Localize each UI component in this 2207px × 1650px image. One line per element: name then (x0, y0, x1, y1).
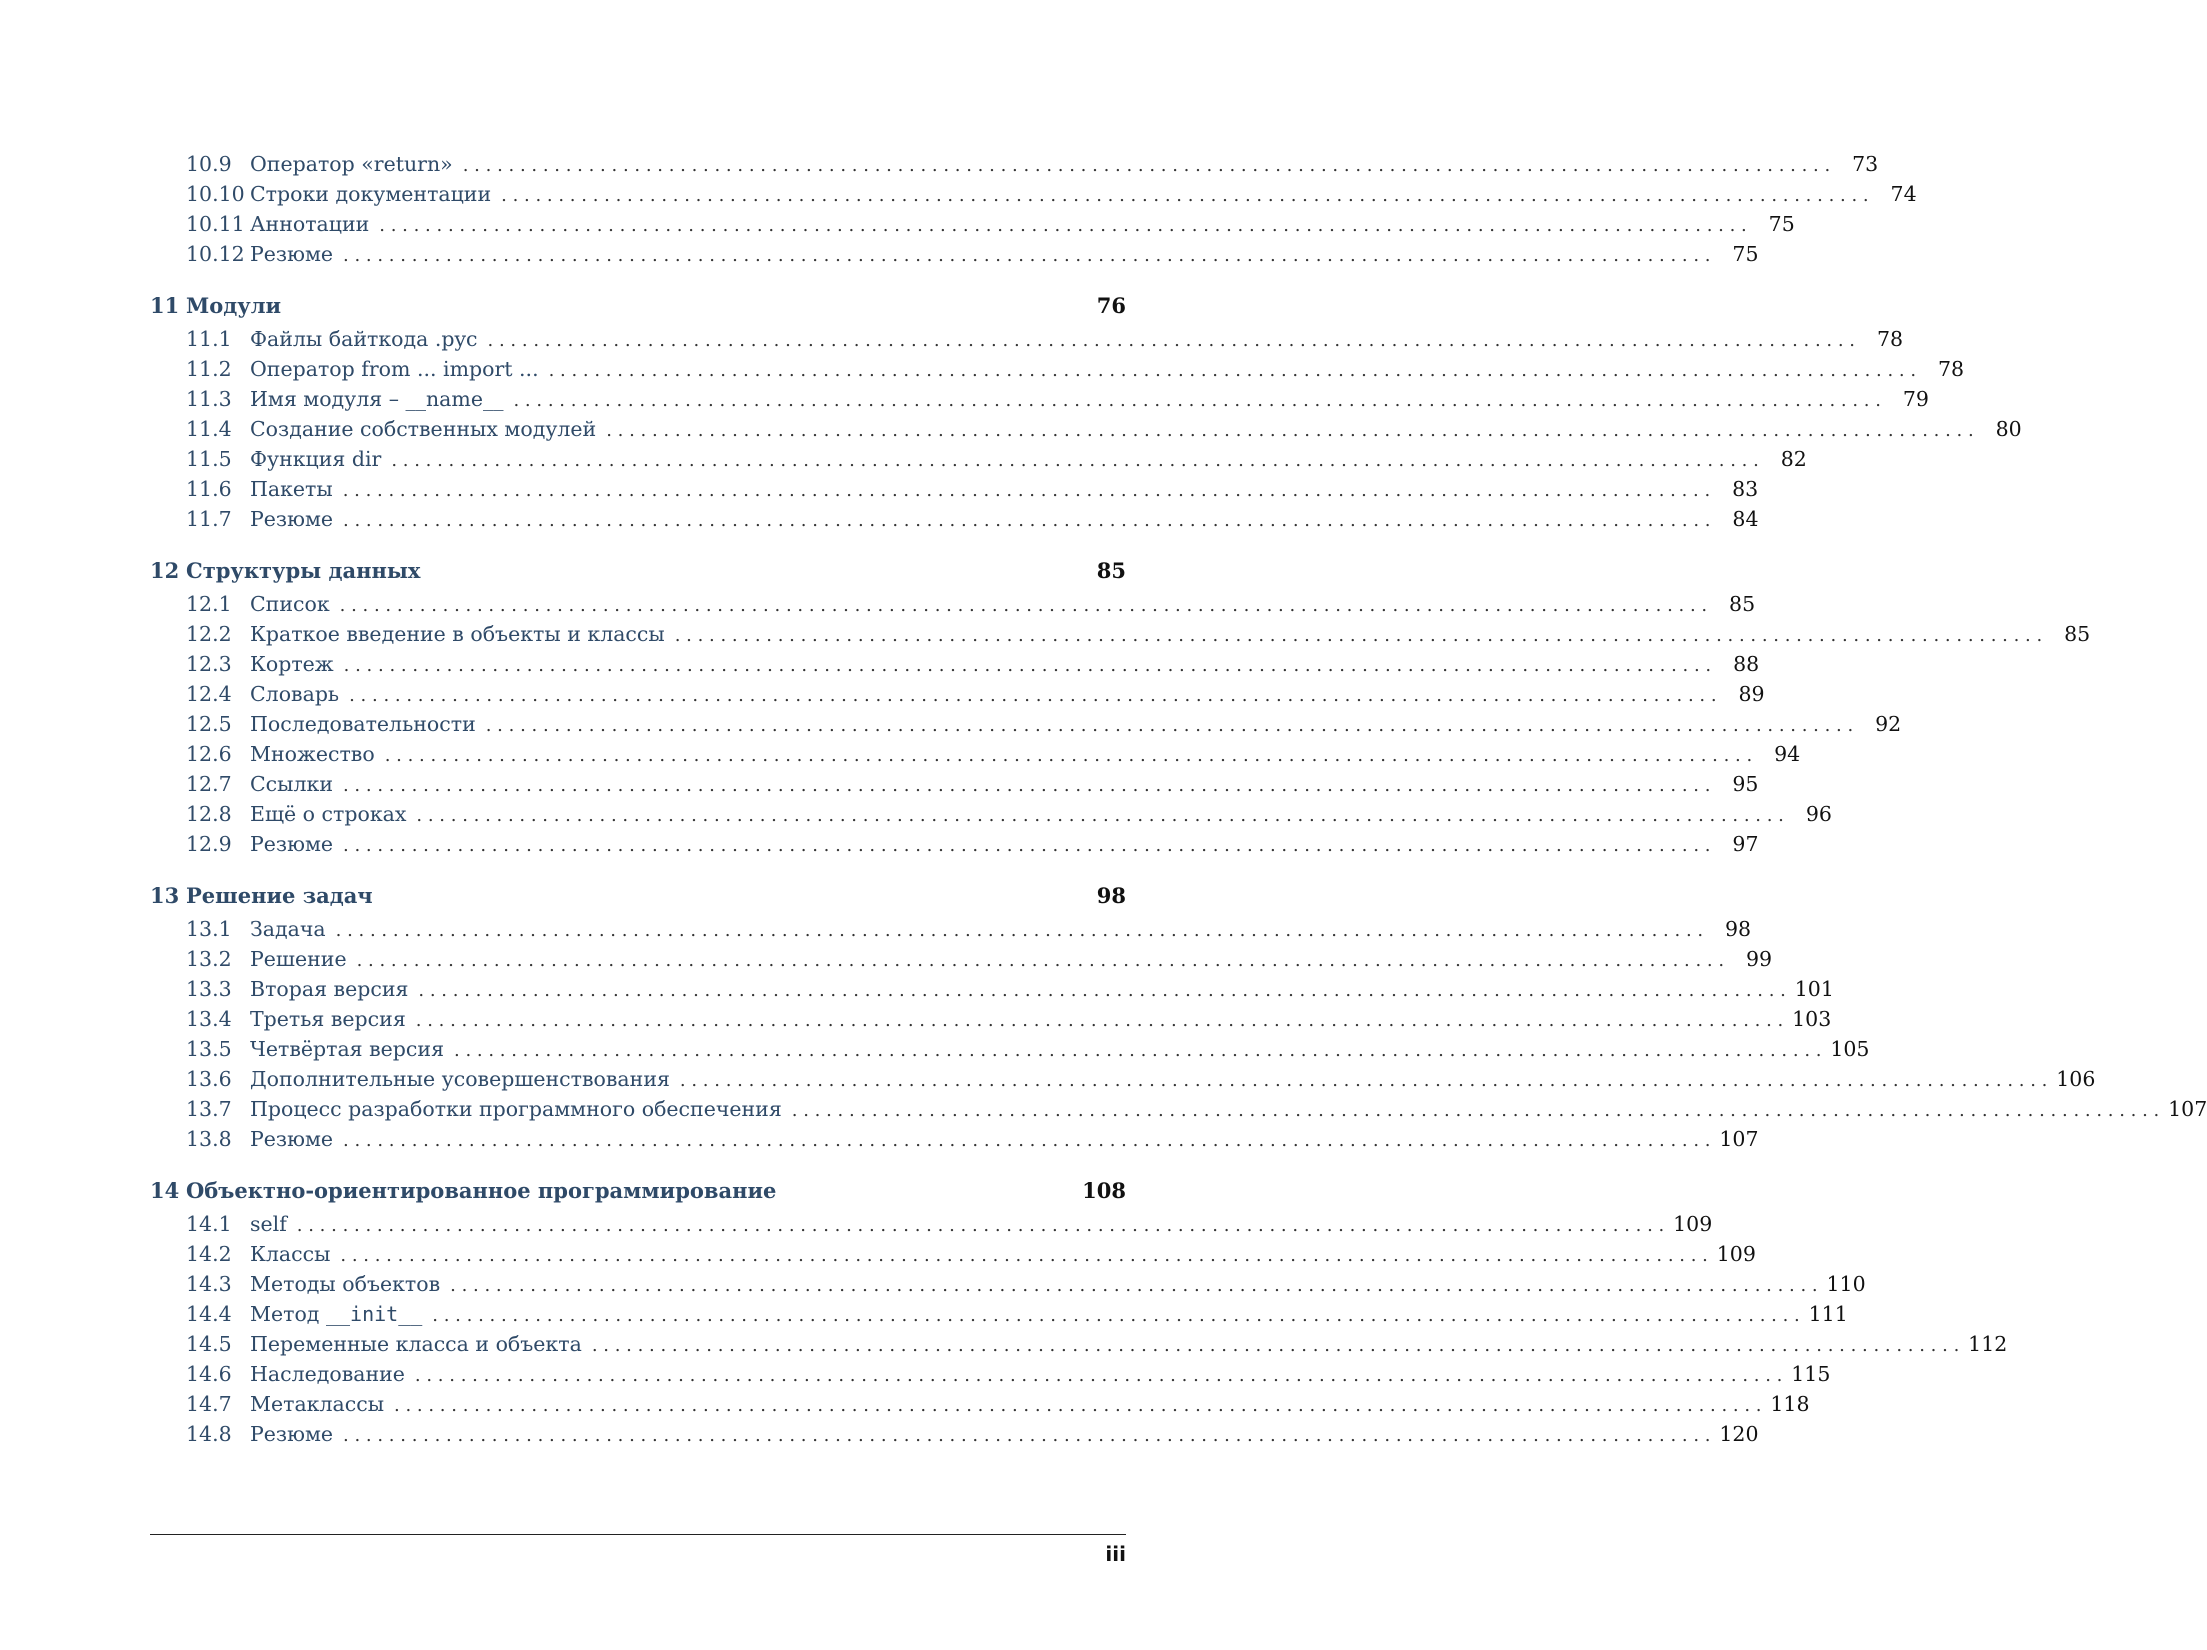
page-number: iii (1105, 1542, 1126, 1566)
toc-page-number: 118 (1770, 1392, 1810, 1416)
toc-title: Ещё о строках (250, 802, 407, 826)
toc-section[interactable] (150, 1127, 1759, 1157)
toc-number: 14.8 (186, 1422, 232, 1446)
dot-leader: . . . . . . . . . . . . . . . . . . . . . . . . . . . . . . . . . . . . . . . . . . . . . . . . . . . . . . . . . . . . . . . . . . . . . . . . . . . . . . . . . . . . . . . . . . . . . . . . . . . . . . . . . . . . . . . . . . . . . . . . (791, 1100, 2160, 1121)
toc-section[interactable] (150, 1242, 1756, 1272)
toc-page-number: 105 (1830, 1037, 1870, 1061)
toc-page-number: 80 (1995, 417, 2022, 441)
toc-title: Оператор from ... import ... (250, 357, 539, 381)
toc-number: 13.6 (186, 1067, 232, 1091)
toc-page-number: 89 (1738, 682, 1765, 706)
toc-title: Модули (186, 293, 282, 318)
toc-number: 11.7 (186, 507, 232, 531)
toc-number: 13 (150, 883, 180, 908)
toc-page-number: 78 (1876, 327, 1904, 351)
toc-number: 10.12 (186, 242, 245, 266)
toc-page-number: 98 (1096, 883, 1126, 908)
dot-leader: . . . . . . . . . . . . . . . . . . . . . . . . . . . . . . . . . . . . . . . . . . . . . . . . . . . . . . . . . . . . . . . . . . . . . . . . . . . . . . . . . . . . . . . . . . . . . . . . . . . . . . . . . . . . . . . . . . . . . . . . (485, 715, 1854, 736)
toc-section[interactable] (150, 477, 1759, 507)
toc-page-number: 85 (2064, 622, 2091, 646)
toc-page-number: 92 (1875, 712, 1902, 736)
dot-leader: . . . . . . . . . . . . . . . . . . . . . . . . . . . . . . . . . . . . . . . . . . . . . . . . . . . . . . . . . . . . . . . . . . . . . . . . . . . . . . . . . . . . . . . . . . . . . . . . . . . . . . . . . . . . . . . . . . . . . . . . (462, 155, 1831, 176)
toc-number: 14.5 (186, 1332, 232, 1356)
toc-title: Метод __init__ (250, 1302, 423, 1326)
toc-title: Дополнительные усовершенствования (250, 1067, 670, 1091)
toc-page-number: 74 (1890, 182, 1917, 206)
toc-page-number: 88 (1733, 652, 1760, 676)
toc-section[interactable] (150, 802, 1832, 832)
toc-section[interactable] (150, 1067, 2096, 1097)
footer-rule (150, 1534, 1126, 1535)
dot-leader: . . . . . . . . . . . . . . . . . . . . . . . . . . . . . . . . . . . . . . . . . . . . . . . . . . . . . . . . . . . . . . . . . . . . . . . . . . . . . . . . . . . . . . . . . . . . . . . . . . . . . . . . . . . . . . . . . . . . . . . . (340, 1245, 1708, 1266)
dot-leader: . . . . . . . . . . . . . . . . . . . . . . . . . . . . . . . . . . . . . . . . . . . . . . . . . . . . . . . . . . . . . . . . . . . . . . . . . . . . . . . . . . . . . . . . . . . . . . . . . . . . . . . . . . . . . . . . . . . . . . . . (432, 1305, 1800, 1326)
toc-page-number: 96 (1805, 802, 1832, 826)
dot-leader: . . . . . . . . . . . . . . . . . . . . . . . . . . . . . . . . . . . . . . . . . . . . . . . . . . . . . . . . . . . . . . . . . . . . . . . . . . . . . . . . . . . . . . . . . . . . . . . . . . . . . . . . . . . . . . . . . . . . . . . . (342, 480, 1711, 501)
toc-section[interactable] (150, 152, 1879, 182)
dot-leader: . . . . . . . . . . . . . . . . . . . . . . . . . . . . . . . . . . . . . . . . . . . . . . . . . . . . . . . . . . . . . . . . . . . . . . . . . . . . . . . . . . . . . . . . . . . . . . . . . . . . . . . . . . . . . . . . . . . . . . . . (418, 980, 1786, 1001)
toc-number: 13.3 (186, 977, 232, 1001)
dot-leader: . . . . . . . . . . . . . . . . . . . . . . . . . . . . . . . . . . . . . . . . . . . . . . . . . . . . . . . . . . . . . . . . . . . . . . . . . . . . . . . . . . . . . . . . . . . . . . . . . . . . . . . . . . . . . . . . . . . . . . . . (674, 625, 2043, 646)
toc-title: Методы объектов (250, 1272, 441, 1296)
toc-section[interactable] (150, 387, 1929, 417)
toc-number: 10.10 (186, 182, 245, 206)
toc-title: Оператор «return» (250, 152, 453, 176)
toc-page-number: 79 (1902, 387, 1929, 411)
dot-leader: . . . . . . . . . . . . . . . . . . . . . . . . . . . . . . . . . . . . . . . . . . . . . . . . . . . . . . . . . . . . . . . . . . . . . . . . . . . . . . . . . . . . . . . . . . . . . . . . . . . . . . . . . . . . . . . . . . . . . . . . (379, 215, 1747, 236)
toc-section[interactable] (150, 447, 1807, 477)
dot-leader: . . . . . . . . . . . . . . . . . . . . . . . . . . . . . . . . . . . . . . . . . . . . . . . . . . . . . . . . . . . . . . . . . . . . . . . . . . . . . . . . . . . . . . . . . . . . . . . . . . . . . . . . . . . . . . . . . . . . . . . . (415, 1010, 1784, 1031)
toc-title: Резюме (250, 242, 334, 266)
toc-number: 11.3 (186, 387, 232, 411)
toc-title: Резюме (250, 507, 334, 531)
toc-number: 14.6 (186, 1362, 232, 1386)
toc-page-number: 85 (1729, 592, 1756, 616)
toc-section[interactable] (150, 947, 1773, 977)
toc-title: Наследование (250, 1362, 405, 1386)
toc-number: 12 (150, 558, 180, 583)
toc-number: 12.8 (186, 802, 232, 826)
toc-section[interactable] (150, 1302, 1848, 1332)
toc-number: 10.9 (186, 152, 232, 176)
toc-code: __init__ (325, 1302, 423, 1326)
toc-page-number: 94 (1774, 742, 1801, 766)
toc-section[interactable] (150, 1362, 1831, 1392)
toc-title: Последовательности (250, 712, 476, 736)
toc-page-number: 107 (1719, 1127, 1759, 1151)
toc-page-number: 109 (1716, 1242, 1756, 1266)
toc-page-number: 82 (1780, 447, 1807, 471)
dot-leader: . . . . . . . . . . . . . . . . . . . . . . . . . . . . . . . . . . . . . . . . . . . . . . . . . . . . . . . . . . . . . . . . . . . . . . . . . . . . . . . . . . . . . . . . . . . . . . . . . . . . . . . . . . . . . . . . . . . . . . . . (343, 655, 1712, 676)
toc-section[interactable] (150, 1422, 1759, 1452)
toc-number: 13.5 (186, 1037, 232, 1061)
toc-section[interactable] (150, 742, 1801, 772)
toc-page-number: 76 (1096, 293, 1126, 318)
dot-leader: . . . . . . . . . . . . . . . . . . . . . . . . . . . . . . . . . . . . . . . . . . . . . . . . . . . . . . . . . . . . . . . . . . . . . . . . . . . . . . . . . . . . . . . . . . . . . . . . . . . . . . . . . . . . . . . . . . . . . . . . (548, 360, 1917, 381)
toc-number: 11.5 (186, 447, 232, 471)
toc-title: Строки документации (250, 182, 492, 206)
toc-page-number: 75 (1732, 242, 1759, 266)
toc-page-number: 83 (1732, 477, 1759, 501)
dot-leader: . . . . . . . . . . . . . . . . . . . . . . . . . . . . . . . . . . . . . . . . . . . . . . . . . . . . . . . . . . . . . . . . . . . . . . . . . . . . . . . . . . . . . . . . . . . . . . . . . . . . . . . . . . . . . . . . . . . . . . . . (356, 950, 1725, 971)
toc-number: 11.1 (186, 327, 232, 351)
toc-section[interactable] (150, 652, 1760, 682)
toc-page-number: 110 (1826, 1272, 1866, 1296)
toc-title: Резюме (250, 1127, 334, 1151)
toc-page-number: 112 (1968, 1332, 2008, 1356)
toc-number: 11.4 (186, 417, 232, 441)
dot-leader: . . . . . . . . . . . . . . . . . . . . . . . . . . . . . . . . . . . . . . . . . . . . . . . . . . . . . . . . . . . . . . . . . . . . . . . . . . . . . . . . . . . . . . . . . . . . . . . . . . . . . . . . . . . . . . . . . . . . . . . . (679, 1070, 2048, 1091)
toc-number: 14.3 (186, 1272, 232, 1296)
dot-leader: . . . . . . . . . . . . . . . . . . . . . . . . . . . . . . . . . . . . . . . . . . . . . . . . . . . . . . . . . . . . . . . . . . . . . . . . . . . . . . . . . . . . . . . . . . . . . . . . . . . . . . . . . . . . . . . . . . . . . . . . (343, 245, 1711, 266)
toc-title: Ссылки (250, 772, 333, 796)
toc-section[interactable] (150, 712, 1902, 742)
toc-number: 12.6 (186, 742, 232, 766)
toc-section[interactable] (150, 182, 1917, 212)
toc-page-number: 95 (1732, 772, 1759, 796)
toc-number: 12.5 (186, 712, 232, 736)
toc-section[interactable] (150, 242, 1759, 272)
toc-title: Решение (250, 947, 347, 971)
dot-leader: . . . . . . . . . . . . . . . . . . . . . . . . . . . . . . . . . . . . . . . . . . . . . . . . . . . . . . . . . . . . . . . . . . . . . . . . . . . . . . . . . . . . . . . . . . . . . . . . . . . . . . . . . . . . . . . . . . . . . . . . (513, 390, 1881, 411)
dot-leader: . . . . . . . . . . . . . . . . . . . . . . . . . . . . . . . . . . . . . . . . . . . . . . . . . . . . . . . . . . . . . . . . . . . . . . . . . . . . . . . . . . . . . . . . . . . . . . . . . . . . . . . . . . . . . . . . . . . . . . . . (591, 1335, 1960, 1356)
dot-leader: . . . . . . . . . . . . . . . . . . . . . . . . . . . . . . . . . . . . . . . . . . . . . . . . . . . . . . . . . . . . . . . . . . . . . . . . . . . . . . . . . . . . . . . . . . . . . . . . . . . . . . . . . . . . . . . . . . . . . . . . (384, 745, 1753, 766)
toc-number: 14.1 (186, 1212, 232, 1236)
toc-section[interactable] (150, 1212, 1713, 1242)
toc-title: self (250, 1212, 287, 1236)
toc-title: Резюме (250, 832, 334, 856)
toc-page-number: 85 (1096, 558, 1126, 583)
toc-number: 12.3 (186, 652, 232, 676)
toc-title: Классы (250, 1242, 331, 1266)
toc-page-number: 106 (2056, 1067, 2096, 1091)
toc-number: 10.11 (186, 212, 245, 236)
toc-page-number: 103 (1792, 1007, 1832, 1031)
toc-page-number: 97 (1732, 832, 1759, 856)
dot-leader: . . . . . . . . . . . . . . . . . . . . . . . . . . . . . . . . . . . . . . . . . . . . . . . . . . . . . . . . . . . . . . . . . . . . . . . . . . . . . . . . . . . . . . . . . . . . . . . . . . . . . . . . . . . . . . . . . . . . . . . . (606, 420, 1974, 441)
toc-section[interactable] (150, 507, 1759, 537)
toc-number: 13.7 (186, 1097, 232, 1121)
toc-chapter[interactable] (150, 1178, 1126, 1212)
toc-title: Вторая версия (250, 977, 409, 1001)
toc-title: Функция dir (250, 447, 382, 471)
toc-chapter[interactable] (150, 558, 1126, 592)
toc-section[interactable] (150, 327, 1904, 357)
toc-title: Кортеж (250, 652, 334, 676)
dot-leader: . . . . . . . . . . . . . . . . . . . . . . . . . . . . . . . . . . . . . . . . . . . . . . . . . . . . . . . . . . . . . . . . . . . . . . . . . . . . . . . . . . . . . . . . . . . . . . . . . . . . . . . . . . . . . . . . . . . . . . . . (342, 775, 1711, 796)
dot-leader: . . . . . . . . . . . . . . . . . . . . . . . . . . . . . . . . . . . . . . . . . . . . . . . . . . . . . . . . . . . . . . . . . . . . . . . . . . . . . . . . . . . . . . . . . . . . . . . . . . . . . . . . . . . . . . . . . . . . . . . . (394, 1395, 1762, 1416)
toc-section[interactable] (150, 772, 1759, 802)
dot-leader: . . . . . . . . . . . . . . . . . . . . . . . . . . . . . . . . . . . . . . . . . . . . . . . . . . . . . . . . . . . . . . . . . . . . . . . . . . . . . . . . . . . . . . . . . . . . . . . . . . . . . . . . . . . . . . . . . . . . . . . . (343, 835, 1711, 856)
toc-number: 14.7 (186, 1392, 232, 1416)
toc-number: 13.4 (186, 1007, 232, 1031)
toc-section[interactable] (150, 1007, 1832, 1037)
dot-leader: . . . . . . . . . . . . . . . . . . . . . . . . . . . . . . . . . . . . . . . . . . . . . . . . . . . . . . . . . . . . . . . . . . . . . . . . . . . . . . . . . . . . . . . . . . . . . . . . . . . . . . . . . . . . . . . . . . . . . . . . (339, 595, 1708, 616)
toc-section[interactable] (150, 1272, 1866, 1302)
toc-section[interactable] (150, 417, 2022, 447)
toc-page-number: 78 (1937, 357, 1965, 381)
toc-title: Процесс разработки программного обеспечения (250, 1097, 782, 1121)
toc-page-number: 84 (1732, 507, 1759, 531)
dot-leader: . . . . . . . . . . . . . . . . . . . . . . . . . . . . . . . . . . . . . . . . . . . . . . . . . . . . . . . . . . . . . . . . . . . . . . . . . . . . . . . . . . . . . . . . . . . . . . . . . . . . . . . . . . . . . . . . . . . . . . . . (335, 920, 1704, 941)
dot-leader: . . . . . . . . . . . . . . . . . . . . . . . . . . . . . . . . . . . . . . . . . . . . . . . . . . . . . . . . . . . . . . . . . . . . . . . . . . . . . . . . . . . . . . . . . . . . . . . . . . . . . . . . . . . . . . . . . . . . . . . . (454, 1040, 1822, 1061)
dot-leader: . . . . . . . . . . . . . . . . . . . . . . . . . . . . . . . . . . . . . . . . . . . . . . . . . . . . . . . . . . . . . . . . . . . . . . . . . . . . . . . . . . . . . . . . . . . . . . . . . . . . . . . . . . . . . . . . . . . . . . . . (416, 805, 1784, 826)
toc-title: Задача (250, 917, 326, 941)
toc-title: Метаклассы (250, 1392, 385, 1416)
table-of-contents (150, 152, 2207, 1452)
toc-page-number: 111 (1808, 1302, 1848, 1326)
toc-title: Имя модуля – __name__ (250, 387, 504, 411)
toc-title: Резюме (250, 1422, 334, 1446)
dot-leader: . . . . . . . . . . . . . . . . . . . . . . . . . . . . . . . . . . . . . . . . . . . . . . . . . . . . . . . . . . . . . . . . . . . . . . . . . . . . . . . . . . . . . . . . . . . . . . . . . . . . . . . . . . . . . . . . . . . . . . . . (487, 330, 1856, 351)
toc-title: Четвёртая версия (250, 1037, 444, 1061)
toc-number: 11 (150, 293, 180, 318)
toc-page-number: 73 (1852, 152, 1879, 176)
dot-leader: . . . . . . . . . . . . . . . . . . . . . . . . . . . . . . . . . . . . . . . . . . . . . . . . . . . . . . . . . . . . . . . . . . . . . . . . . . . . . . . . . . . . . . . . . . . . . . . . . . . . . . . . . . . . . . . . . . . . . . . . (450, 1275, 1818, 1296)
toc-section[interactable] (150, 357, 1965, 387)
dot-leader: . . . . . . . . . . . . . . . . . . . . . . . . . . . . . . . . . . . . . . . . . . . . . . . . . . . . . . . . . . . . . . . . . . . . . . . . . . . . . . . . . . . . . . . . . . . . . . . . . . . . . . . . . . . . . . . . . . . . . . . . (391, 450, 1759, 471)
toc-section[interactable] (150, 977, 1834, 1007)
toc-number: 11.2 (186, 357, 232, 381)
toc-number: 12.9 (186, 832, 232, 856)
toc-title: Аннотации (250, 212, 370, 236)
toc-number: 12.7 (186, 772, 232, 796)
toc-title: Список (250, 592, 330, 616)
toc-page-number: 101 (1794, 977, 1834, 1001)
toc-page-number: 120 (1719, 1422, 1759, 1446)
toc-title: Множество (250, 742, 375, 766)
toc-page-number: 109 (1673, 1212, 1713, 1236)
dot-leader: . . . . . . . . . . . . . . . . . . . . . . . . . . . . . . . . . . . . . . . . . . . . . . . . . . . . . . . . . . . . . . . . . . . . . . . . . . . . . . . . . . . . . . . . . . . . . . . . . . . . . . . . . . . . . . . . . . . . . . . . (349, 685, 1717, 706)
toc-page-number: 108 (1082, 1178, 1126, 1203)
toc-page-number: 107 (2168, 1097, 2207, 1121)
toc-title: Решение задач (186, 883, 373, 908)
toc-number: 13.8 (186, 1127, 232, 1151)
toc-number: 13.1 (186, 917, 232, 941)
toc-chapter[interactable] (150, 883, 1126, 917)
toc-section[interactable] (150, 622, 2091, 652)
toc-title: Файлы байткода .pyc (250, 327, 478, 351)
toc-title: Третья версия (250, 1007, 406, 1031)
toc-section[interactable] (150, 1037, 1870, 1067)
toc-number: 11.6 (186, 477, 232, 501)
toc-title: Краткое введение в объекты и классы (250, 622, 665, 646)
toc-title: Структуры данных (186, 558, 421, 583)
dot-leader: . . . . . . . . . . . . . . . . . . . . . . . . . . . . . . . . . . . . . . . . . . . . . . . . . . . . . . . . . . . . . . . . . . . . . . . . . . . . . . . . . . . . . . . . . . . . . . . . . . . . . . . . . . . . . . . . . . . . . . . . (343, 1130, 1711, 1151)
toc-number: 14.2 (186, 1242, 232, 1266)
toc-section[interactable] (150, 212, 1795, 242)
toc-page-number: 98 (1725, 917, 1752, 941)
toc-page-number: 99 (1745, 947, 1773, 971)
toc-number: 12.4 (186, 682, 232, 706)
dot-leader: . . . . . . . . . . . . . . . . . . . . . . . . . . . . . . . . . . . . . . . . . . . . . . . . . . . . . . . . . . . . . . . . . . . . . . . . . . . . . . . . . . . . . . . . . . . . . . . . . . . . . . . . . . . . . . . . . . . . . . . . (501, 185, 1869, 206)
toc-title: Словарь (250, 682, 340, 706)
dot-leader: . . . . . . . . . . . . . . . . . . . . . . . . . . . . . . . . . . . . . . . . . . . . . . . . . . . . . . . . . . . . . . . . . . . . . . . . . . . . . . . . . . . . . . . . . . . . . . . . . . . . . . . . . . . . . . . . . . . . . . . . (296, 1215, 1665, 1236)
toc-chapter[interactable] (150, 293, 1126, 327)
toc-number: 14.4 (186, 1302, 232, 1326)
dot-leader: . . . . . . . . . . . . . . . . . . . . . . . . . . . . . . . . . . . . . . . . . . . . . . . . . . . . . . . . . . . . . . . . . . . . . . . . . . . . . . . . . . . . . . . . . . . . . . . . . . . . . . . . . . . . . . . . . . . . . . . . (343, 510, 1711, 531)
toc-number: 12.2 (186, 622, 232, 646)
toc-section[interactable] (150, 1332, 2008, 1362)
toc-section[interactable] (150, 917, 1752, 947)
toc-number: 14 (150, 1178, 180, 1203)
dot-leader: . . . . . . . . . . . . . . . . . . . . . . . . . . . . . . . . . . . . . . . . . . . . . . . . . . . . . . . . . . . . . . . . . . . . . . . . . . . . . . . . . . . . . . . . . . . . . . . . . . . . . . . . . . . . . . . . . . . . . . . . (343, 1425, 1711, 1446)
toc-title: Переменные класса и объекта (250, 1332, 582, 1356)
toc-section[interactable] (150, 1097, 2207, 1127)
toc-number: 12.1 (186, 592, 232, 616)
toc-number: 13.2 (186, 947, 232, 971)
toc-section[interactable] (150, 832, 1759, 862)
toc-section[interactable] (150, 1392, 1810, 1422)
toc-title: Создание собственных модулей (250, 417, 597, 441)
toc-page-number: 75 (1768, 212, 1795, 236)
toc-section[interactable] (150, 682, 1765, 712)
toc-title: Пакеты (250, 477, 333, 501)
toc-title: Объектно-ориентированное программирование (186, 1178, 777, 1203)
toc-page-number: 115 (1791, 1362, 1831, 1386)
dot-leader: . . . . . . . . . . . . . . . . . . . . . . . . . . . . . . . . . . . . . . . . . . . . . . . . . . . . . . . . . . . . . . . . . . . . . . . . . . . . . . . . . . . . . . . . . . . . . . . . . . . . . . . . . . . . . . . . . . . . . . . . (414, 1365, 1783, 1386)
toc-section[interactable] (150, 592, 1756, 622)
